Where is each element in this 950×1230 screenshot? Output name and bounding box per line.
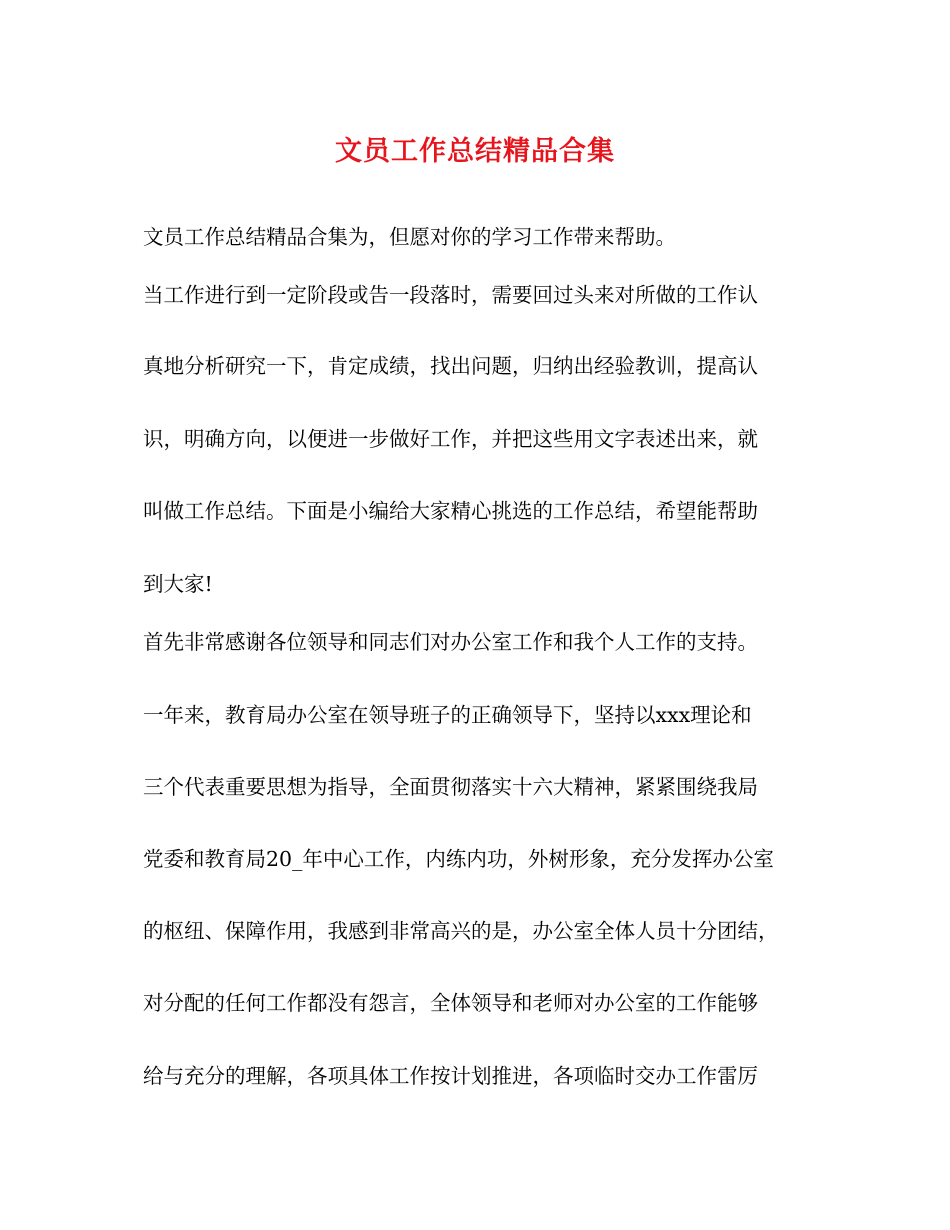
paragraph-line: 对分配的任何工作都没有怨言，全体领导和老师对办公室的工作能够 <box>143 991 758 1015</box>
paragraph-line: 当工作进行到一定阶段或告一段落时，需要回过头来对所做的工作认 <box>143 283 758 307</box>
paragraph-line: 真地分析研究一下，肯定成绩，找出问题，归纳出经验教训，提高认 <box>143 354 758 378</box>
paragraph-line: 的枢纽、保障作用，我感到非常高兴的是，办公室全体人员十分团结， <box>143 919 779 943</box>
intro-line: 文员工作总结精品合集为，但愿对你的学习工作带来帮助。 <box>143 225 676 249</box>
paragraph-line: 三个代表重要思想为指导，全面贯彻落实十六大精神，紧紧围绕我局 <box>143 775 758 799</box>
paragraph-line: 一年来，教育局办公室在领导班子的正确领导下，坚持以xxx理论和 <box>143 703 752 727</box>
paragraph-line: 识，明确方向，以便进一步做好工作，并把这些用文字表述出来，就 <box>143 427 758 451</box>
paragraph-line: 到大家! <box>143 572 213 596</box>
paragraph-line: 党委和教育局20_年中心工作，内练内功，外树形象，充分发挥办公室 <box>143 847 774 871</box>
document-title: 文员工作总结精品合集 <box>335 136 615 167</box>
paragraph-line: 给与充分的理解，各项具体工作按计划推进，各项临时交办工作雷厉 <box>143 1064 758 1088</box>
paragraph-line: 叫做工作总结。下面是小编给大家精心挑选的工作总结，希望能帮助 <box>143 499 758 523</box>
paragraph-line: 首先非常感谢各位领导和同志们对办公室工作和我个人工作的支持。 <box>143 630 758 654</box>
